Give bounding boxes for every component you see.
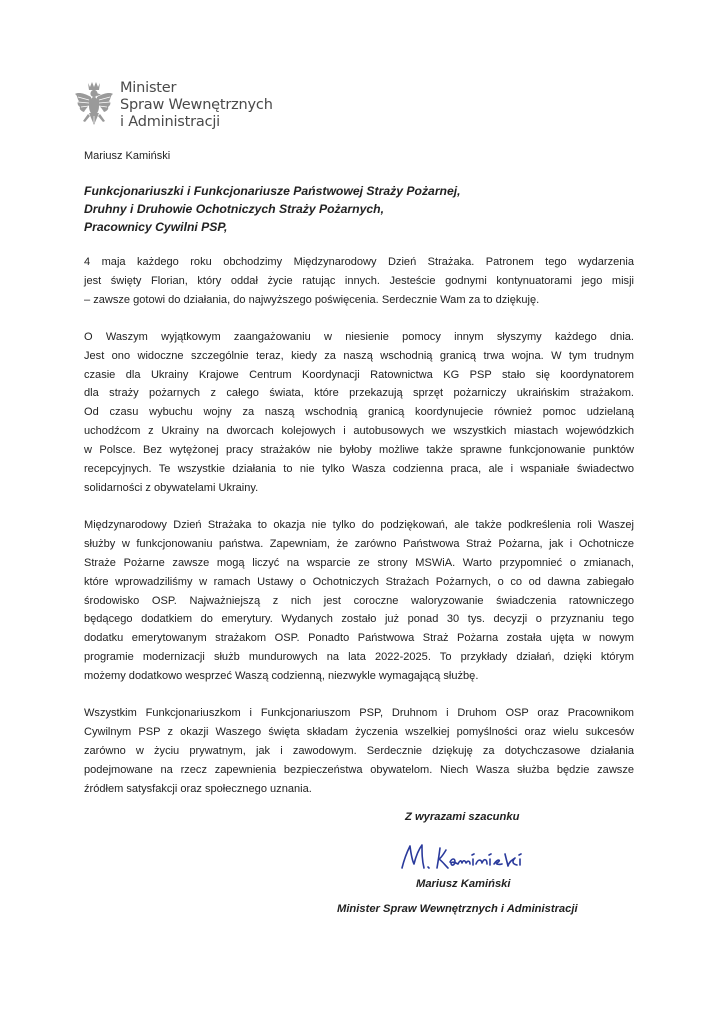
paragraph-line: – zawsze gotowi do działania, do najwyższego poświęcenia. Serdecznie Wam za to dziękuję. [84, 293, 540, 306]
signatory-title: Minister Spraw Wewnętrznych i Administracji [337, 903, 578, 915]
letterhead-title [120, 80, 273, 131]
paragraph-line: będącego dodatkiem do emerytury. Wydanych zostało już ponad 30 tys. decyzji o przyznaniu tego [84, 613, 634, 626]
paragraph-line: jest święty Florian, który oddał życie ratując innych. Jesteście godnymi kontynuatorami jego misji [84, 274, 634, 287]
paragraph-line: służby w funkcjonowaniu państwa. Zapewniam, że zarówno Państwowa Straż Pożarna, jak i Ochotnicze [84, 537, 634, 550]
paragraph-line: solidarności z obywatelami Ukrainy. [84, 481, 259, 494]
letterhead-line-3: i Administracji [120, 114, 220, 130]
paragraph-line: Cywilnym PSP z okazji Waszego święta składam życzenia wszelkiej pomyślności oraz wielu sukcesów [84, 725, 634, 738]
body-paragraph [84, 704, 634, 799]
letterhead-line-2: Spraw Wewnętrznych [120, 97, 273, 113]
paragraph-line: źródłem satysfakcji oraz społecznego uznania. [84, 782, 312, 795]
salutation-line-3: Pracownicy Cywilni PSP, [84, 220, 228, 234]
paragraph-line: czasie dla Ukrainy Krajowe Centrum Koordynacji Ratownictwa KG PSP stało się koordynatorem [84, 368, 634, 381]
paragraph-line: które wprowadziliśmy w ramach Ustawy o Ochotniczych Strażach Pożarnych, o co od dawna zabiegało [84, 575, 634, 588]
letterhead-line-1: Minister [120, 80, 177, 96]
signatory-name: Mariusz Kamiński [416, 878, 511, 890]
paragraph-line: 4 maja każdego roku obchodzimy Międzynarodowy Dzień Strażaka. Patronem tego wydarzenia [84, 256, 634, 268]
paragraph-line: środowisko OSP. Najważniejszą z nich jest coroczne waloryzowanie świadczenia ratowniczego [84, 594, 634, 607]
letterhead [74, 80, 273, 132]
paragraph-line: dla straży pożarnych z całego świata, które przekazują sprzęt pożarniczy ukraińskim strażakom. [84, 387, 634, 400]
paragraph-line: dodatku emerytowanym strażakom OSP. Ponadto Państwowa Straż Pożarna została ujęta w nowym [84, 632, 634, 645]
paragraph-line: Międzynarodowy Dzień Strażaka to okazja nie tylko do podziękowań, ale także podkreślenia roli Waszej [84, 518, 634, 531]
letter-body [84, 253, 634, 817]
handwritten-signature-icon [398, 838, 538, 874]
paragraph-line: w Polsce. Bez wytężonej pracy strażaków nie byłoby możliwe także sprawne funkcjonowanie punktów [84, 444, 634, 457]
closing-phrase: Z wyrazami szacunku [405, 811, 520, 823]
author-name: Mariusz Kamiński [84, 150, 171, 162]
body-paragraph [84, 253, 634, 310]
paragraph-line: Straże Pożarne zawsze mogą liczyć na wsparcie ze strony MSWiA. Warto przypomnieć o zmianach, [84, 556, 634, 569]
paragraph-line: Jest ono widoczne szczególnie teraz, kiedy za naszą wschodnią granicą trwa wojna. W tym trudnym [84, 349, 634, 362]
paragraph-line: Od czasu wybuchu wojny za naszą wschodnią granicą koordynujecie również pomoc udzielaną [84, 406, 634, 419]
salutation [84, 182, 644, 236]
paragraph-line: uchodźcom z Ukrainy na dworcach kolejowych i autobusowych we wszystkich miastach wojewódzkich [84, 425, 634, 438]
paragraph-line: możemy dodatkowo wesprzeć Waszą codzienną, niezwykle wymagającą służbę. [84, 670, 479, 683]
paragraph-line: programie modernizacji służb mundurowych na lata 2022-2025. To przykłady działań, dzięki którym [84, 651, 634, 664]
paragraph-line: podejmowane na rzecz zapewnienia bezpieczeństwa obywatelom. Niech Wasza służba będzie zawsze [84, 763, 634, 776]
body-paragraph [84, 516, 634, 686]
salutation-line-2: Druhny i Druhowie Ochotniczych Straży Pożarnych, [84, 202, 385, 216]
paragraph-line: recepcyjnych. Te wszystkie działania to nie tylko Wasza codzienna praca, ale i wspaniałe świadectwo [84, 463, 634, 476]
paragraph-line: zarówno w życiu prywatnym, jak i zawodowym. Serdecznie dziękuję za dotychczasowe działania [84, 744, 634, 757]
salutation-line-1: Funkcjonariuszki i Funkcjonariusze Państwowej Straży Pożarnej, [84, 184, 461, 198]
polish-eagle-emblem-icon [74, 80, 114, 130]
body-paragraph [84, 328, 634, 498]
paragraph-line: O Waszym wyjątkowym zaangażowaniu w niesienie pomocy innym słyszymy każdego dnia. [84, 330, 634, 343]
paragraph-line: Wszystkim Funkcjonariuszkom i Funkcjonariuszom PSP, Druhnom i Druhom OSP oraz Pracownikom [84, 707, 634, 720]
